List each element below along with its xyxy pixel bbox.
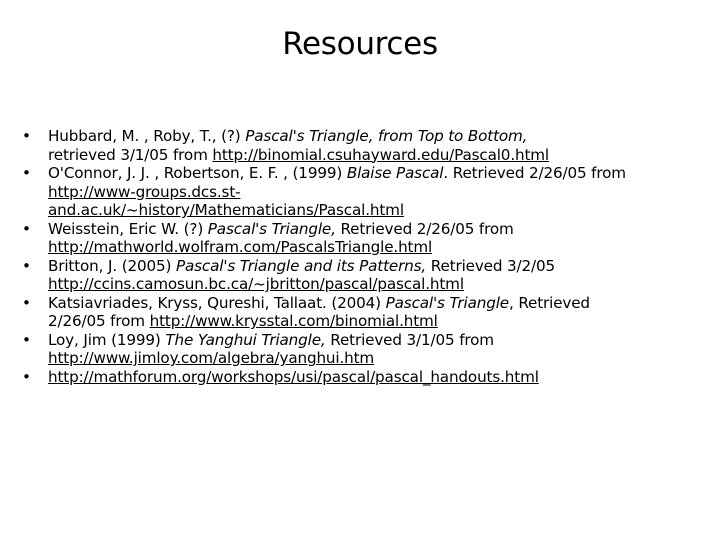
bullet: •	[22, 367, 31, 386]
reference-item	[22, 294, 712, 331]
bullet: •	[22, 293, 31, 312]
bullet: •	[22, 330, 31, 349]
reference-item	[22, 368, 712, 387]
bullet: •	[22, 219, 31, 238]
bullet: •	[22, 164, 31, 182]
reference-retrieved: . Retrieved 2/26/05 from	[443, 164, 626, 182]
reference-retrieved: Retrieved 3/1/05 from	[325, 330, 494, 349]
reference-title: Pascal's Triangle	[385, 293, 509, 312]
reference-title: Pascal's Triangle, from Top to Bottom,	[245, 127, 528, 145]
reference-retrieved: Retrieved 3/2/05	[426, 256, 556, 275]
reference-link[interactable]: http://www.krysstal.com/binomial.html	[149, 312, 438, 330]
reference-line	[48, 164, 712, 183]
bullet: •	[22, 256, 31, 275]
reference-list	[22, 127, 712, 386]
reference-line	[48, 368, 712, 387]
reference-link[interactable]: http://binomial.csuhayward.edu/Pascal0.html	[212, 145, 549, 164]
reference-item	[22, 127, 712, 164]
reference-line	[48, 349, 712, 368]
reference-line	[48, 257, 712, 276]
reference-item	[22, 164, 712, 220]
reference-line	[48, 238, 712, 257]
reference-item	[22, 220, 712, 257]
reference-title: Pascal's Triangle,	[207, 219, 336, 238]
reference-line	[48, 127, 712, 146]
reference-authors: Weisstein, Eric W. (?)	[48, 219, 208, 238]
reference-link[interactable]: http://www-groups.dcs.st-	[48, 182, 241, 201]
reference-link[interactable]: http://ccins.camosun.bc.ca/~jbritton/pascal/pascal.html	[48, 275, 464, 293]
reference-link[interactable]: http://www.jimloy.com/algebra/yanghui.htm	[48, 349, 375, 367]
reference-line	[48, 201, 712, 220]
reference-title: The Yanghui Triangle,	[165, 330, 326, 349]
reference-item	[22, 257, 712, 294]
slide-title: Resources	[282, 26, 438, 62]
reference-authors: Loy, Jim (1999)	[48, 330, 166, 349]
bullet: •	[22, 127, 31, 145]
reference-line	[48, 146, 712, 165]
reference-item	[22, 331, 712, 368]
reference-authors: Britton, J. (2005)	[48, 256, 176, 275]
reference-authors: Hubbard, M. , Roby, T., (?)	[48, 127, 246, 145]
reference-authors: O'Connor, J. J. , Robertson, E. F. , (1999)	[48, 164, 347, 182]
reference-line	[48, 294, 712, 313]
reference-line	[48, 220, 712, 239]
reference-title: Blaise Pascal	[346, 164, 444, 182]
reference-retrieved: , Retrieved	[508, 293, 590, 312]
reference-line	[48, 183, 712, 202]
reference-retrieved: 2/26/05 from	[48, 312, 150, 330]
reference-authors: Katsiavriades, Kryss, Qureshi, Tallaat. (2004)	[48, 293, 386, 312]
reference-title: Pascal's Triangle and its Patterns,	[175, 256, 427, 275]
reference-link[interactable]: and.ac.uk/~history/Mathematicians/Pascal.html	[48, 201, 404, 219]
reference-retrieved: Retrieved 2/26/05 from	[335, 219, 514, 238]
reference-link[interactable]: http://mathworld.wolfram.com/PascalsTriangle.html	[48, 238, 433, 256]
reference-link[interactable]: http://mathforum.org/workshops/usi/pascal/pascal_handouts.html	[48, 367, 539, 386]
reference-line	[48, 312, 712, 331]
reference-retrieved: retrieved 3/1/05 from	[48, 145, 213, 164]
reference-line	[48, 275, 712, 294]
reference-line	[48, 331, 712, 350]
